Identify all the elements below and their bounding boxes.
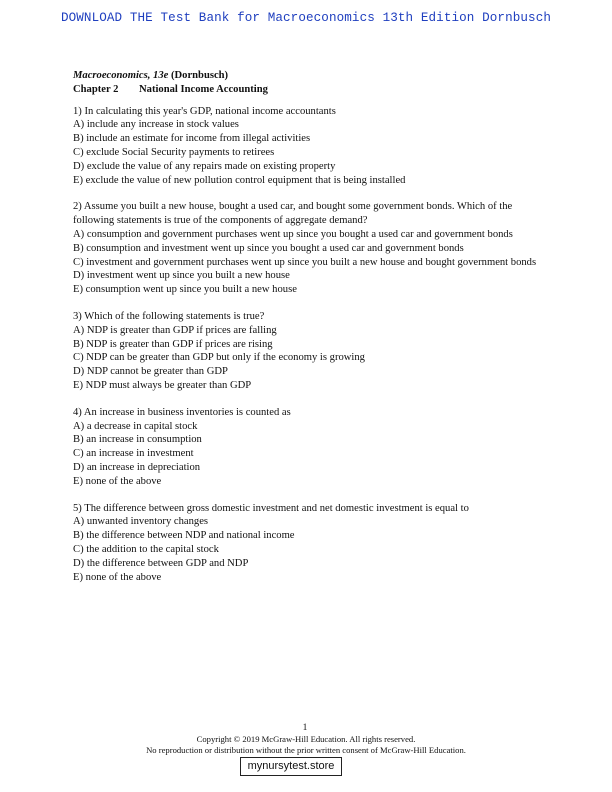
answer-choice-b: B) consumption and investment went up since you bought a used car and government bonds bbox=[73, 242, 464, 254]
answer-choice-a: A) unwanted inventory changes bbox=[73, 516, 209, 528]
download-banner-link[interactable]: DOWNLOAD THE Test Bank for Macroeconomics 13th Edition Dornbusch bbox=[60, 11, 552, 25]
page-footer bbox=[0, 723, 612, 757]
question-stem: 1) In calculating this year's GDP, national income accountants bbox=[73, 105, 336, 117]
answer-choice-d: D) exclude the value of any repairs made on existing property bbox=[73, 160, 336, 172]
answer-choice-c: C) investment and government purchases went up since you built a new house and bought government bonds bbox=[73, 256, 537, 268]
question-stem: 3) Which of the following statements is true? bbox=[73, 310, 265, 322]
question-1 bbox=[73, 105, 548, 188]
book-title-name: Macroeconomics, 13e bbox=[73, 70, 169, 81]
answer-choice-c: C) NDP can be greater than GDP but only if the economy is growing bbox=[73, 352, 365, 364]
answer-choice-c: C) the addition to the capital stock bbox=[73, 543, 219, 555]
answer-choice-d: D) an increase in depreciation bbox=[73, 461, 201, 473]
answer-choice-a: A) consumption and government purchases went up since you bought a used car and government bonds bbox=[73, 228, 513, 240]
answer-choice-e: E) none of the above bbox=[73, 571, 162, 583]
question-2 bbox=[73, 200, 548, 297]
answer-choice-a: A) include any increase in stock values bbox=[73, 119, 239, 131]
chapter-number: Chapter 2 bbox=[73, 83, 119, 95]
answer-choice-c: C) an increase in investment bbox=[73, 448, 194, 460]
answer-choice-b: B) include an estimate for income from illegal activities bbox=[73, 133, 311, 145]
answer-choice-d: D) the difference between GDP and NDP bbox=[73, 557, 249, 569]
reproduction-notice: No reproduction or distribution without the prior written consent of McGraw-Hill Education. bbox=[146, 745, 466, 756]
chapter-heading bbox=[73, 83, 548, 97]
question-5 bbox=[73, 502, 548, 585]
answer-choice-e: E) consumption went up since you built a new house bbox=[73, 284, 297, 296]
answer-choice-b: B) NDP is greater than GDP if prices are rising bbox=[73, 338, 273, 350]
answer-choice-e: E) NDP must always be greater than GDP bbox=[73, 379, 252, 391]
watermark-stamp: mynursytest.store bbox=[240, 757, 342, 776]
answer-choice-b: B) the difference between NDP and national income bbox=[73, 530, 295, 542]
question-stem: 4) An increase in business inventories is counted as bbox=[73, 406, 291, 418]
question-stem: 2) Assume you built a new house, bought a used car, and bought some government bonds. Which of the following statements is true of the components of aggregate demand? bbox=[73, 201, 513, 227]
answer-choice-b: B) an increase in consumption bbox=[73, 434, 202, 446]
answer-choice-a: A) a decrease in capital stock bbox=[73, 420, 198, 432]
book-title bbox=[73, 69, 548, 83]
answer-choice-e: E) exclude the value of new pollution control equipment that is being installed bbox=[73, 174, 406, 186]
document-body bbox=[73, 69, 548, 597]
question-3 bbox=[73, 310, 548, 393]
page-number: 1 bbox=[302, 723, 308, 733]
book-title-authors: (Dornbusch) bbox=[168, 70, 229, 81]
question-stem: 5) The difference between gross domestic investment and net domestic investment is equal to bbox=[73, 502, 469, 514]
answer-choice-d: D) NDP cannot be greater than GDP bbox=[73, 366, 228, 378]
answer-choice-d: D) investment went up since you built a new house bbox=[73, 270, 290, 282]
answer-choice-a: A) NDP is greater than GDP if prices are falling bbox=[73, 324, 277, 336]
answer-choice-c: C) exclude Social Security payments to retirees bbox=[73, 146, 275, 158]
answer-choice-e: E) none of the above bbox=[73, 475, 162, 487]
question-4 bbox=[73, 406, 548, 489]
chapter-title: National Income Accounting bbox=[139, 83, 268, 95]
copyright-line: Copyright © 2019 McGraw-Hill Education. All rights reserved. bbox=[196, 734, 416, 745]
